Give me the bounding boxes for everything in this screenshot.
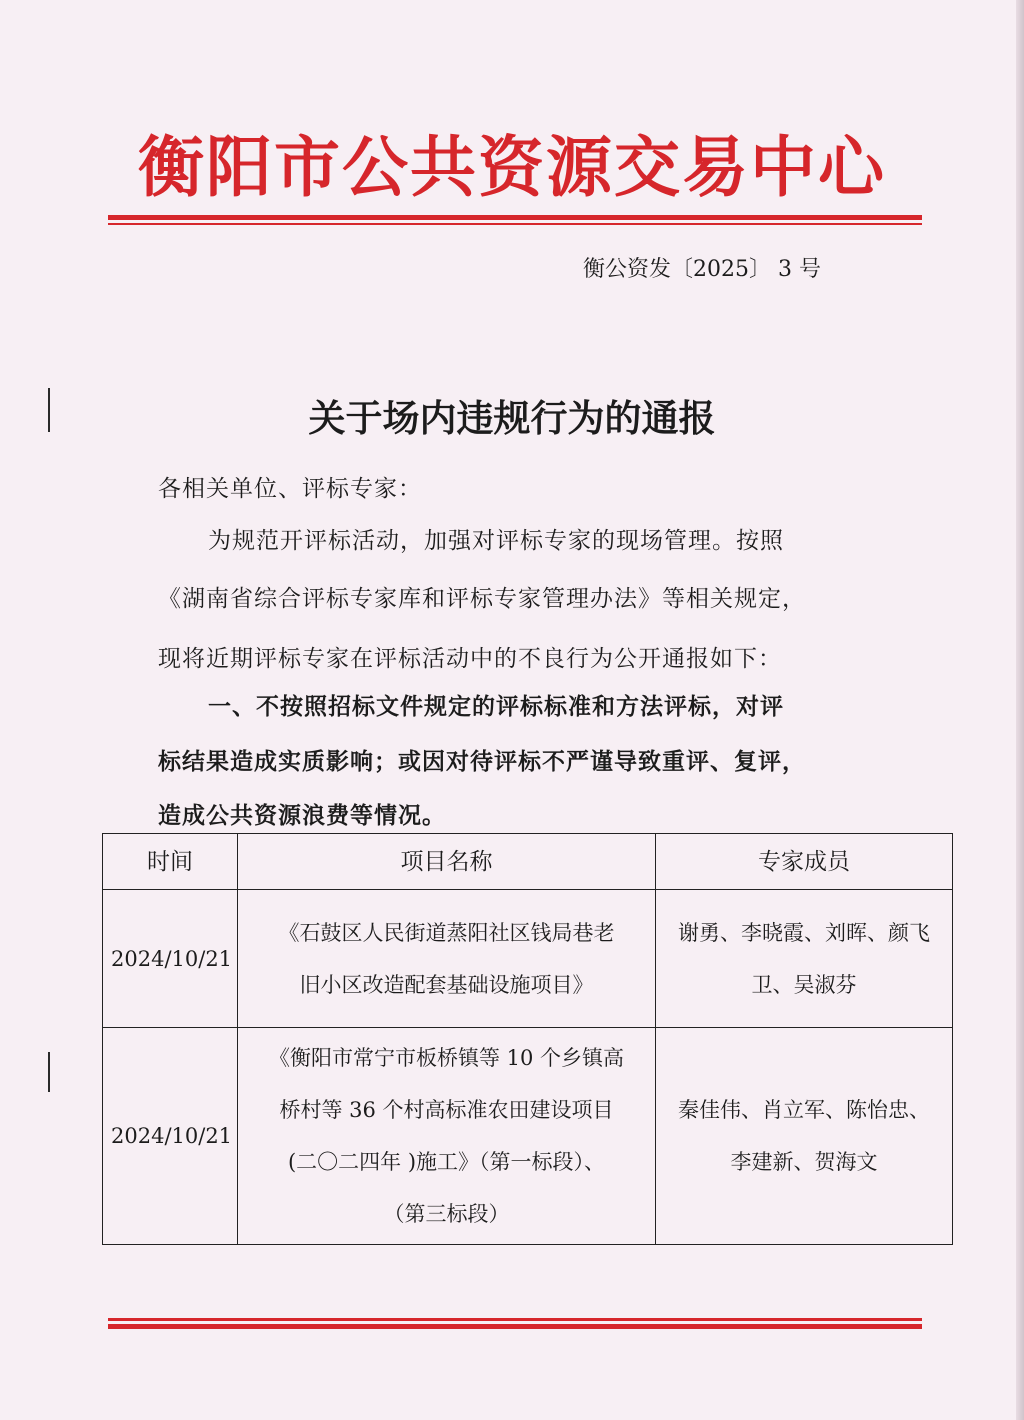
row-project: [238, 890, 656, 1028]
document-number: 衡公资发〔2025〕 3 号: [583, 257, 821, 282]
header-red-rule: [108, 215, 922, 220]
row-project: [238, 1028, 656, 1245]
footer-red-rule: [108, 1318, 922, 1321]
section-one-line: 一、不按照招标文件规定的评标标准和方法评标，对评: [208, 693, 784, 720]
binding-mark: [48, 1052, 50, 1092]
page-edge: [1016, 0, 1024, 1420]
project-line: 桥村等 36 个村高标准农田建设项目: [279, 1098, 614, 1122]
body-line: 现将近期评标专家在评标活动中的不良行为公开通报如下：: [158, 646, 782, 672]
section-one-line: 造成公共资源浪费等情况。: [158, 802, 446, 829]
row-experts: [656, 1028, 953, 1245]
project-line: (二〇二四年 )施工》（第一标段）、: [287, 1150, 606, 1174]
row-experts: [656, 890, 953, 1028]
violation-table: [102, 833, 953, 1245]
body-line: 《湖南省综合评标专家库和评标专家管理办法》等相关规定，: [158, 586, 806, 612]
expert-line: 卫、吴淑芬: [751, 972, 857, 997]
header-experts: 专家成员: [656, 834, 953, 890]
header-org-name: 衡阳市公共资源交易中心: [138, 129, 886, 206]
table-row: [103, 890, 953, 1028]
header-time: 时间: [103, 834, 238, 890]
table-row: [103, 1028, 953, 1245]
footer-red-rule-thick: [108, 1324, 922, 1329]
project-line: （第三标段）: [383, 1202, 510, 1226]
row-date: 2024/10/21: [103, 1028, 238, 1245]
row-date: 2024/10/21: [103, 890, 238, 1028]
expert-line: 李建新、贺海文: [730, 1150, 878, 1174]
table-header-row: [103, 834, 953, 890]
header-red-rule-thin: [108, 223, 922, 225]
header-project-name: 项目名称: [238, 834, 656, 890]
document-title: 关于场内违规行为的通报: [308, 397, 716, 440]
expert-line: 谢勇、李晓霞、刘晖、颜飞: [678, 920, 930, 945]
salutation: 各相关单位、评标专家：: [158, 476, 422, 502]
body-line: 为规范开评标活动，加强对评标专家的现场管理。按照: [208, 528, 784, 554]
expert-line: 秦佳伟、肖立军、陈怡忠、: [678, 1098, 930, 1122]
project-line: 《衡阳市常宁市板桥镇等 10 个乡镇高: [268, 1046, 625, 1070]
project-line: 旧小区改造配套基础设施项目》: [299, 972, 594, 997]
project-line: 《石鼓区人民街道蒸阳社区钱局巷老: [278, 920, 615, 945]
section-one-line: 标结果造成实质影响；或因对待评标不严谨导致重评、复评，: [158, 748, 806, 775]
